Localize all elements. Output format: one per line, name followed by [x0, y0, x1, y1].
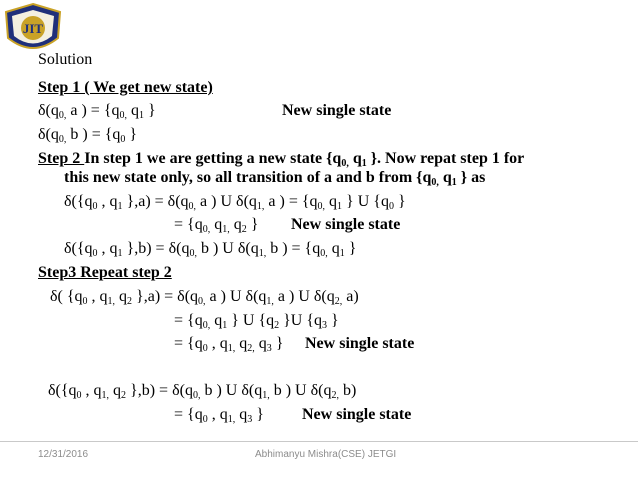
step1-line1: $\delta(q_{0,}$ a ) = {$q_{0,}$ $q_1$ } — [38, 102, 156, 121]
college-emblem-icon — [2, 2, 64, 58]
step3-b-new-state-note: New single state — [302, 406, 412, 423]
slide-title: Solution — [38, 51, 93, 68]
step2-new-state-note: New single state — [291, 216, 401, 233]
footer-date: 12/31/2016 — [38, 449, 89, 460]
step3-heading: Step3 Repeat step 2 — [38, 264, 172, 281]
step3-a-row2: = {$q_{0,}$ $q_1$ } U {$q_2$ }U {$q_3$ } — [174, 312, 339, 331]
step1-line2: $\delta(q_{0,}$ b ) = {$q_0$ } — [38, 126, 138, 145]
step3-a-new-state-note: New single state — [305, 335, 415, 352]
step2-row1: $\delta(\{q_0$ , $q_1$ }$,a) = \delta(q_{0,}$ a ) U $\delta(q_{1,}$ a ) = {$q_{0,}$ $q_1$ } U {$q_0$ } — [64, 193, 406, 212]
step3-a-row3: = {$q_0$ , $q_{1,}$ $q_{2,}$ $q_3$ } — [174, 335, 284, 354]
step3-a-row1: δ( {$q_0$ , $q_{1,}$ $q_2$ }$,a) = \delta(q_{0,}$ a ) U $\delta(q_{1,}$ a ) U $\delta(q_{2,}$ a) — [50, 288, 359, 307]
step1-heading: Step 1 ( We get new state) — [38, 79, 213, 96]
step1-new-state-note: New single state — [282, 102, 392, 119]
step3-b-row2: = {$q_0$ , $q_{1,}$ $q_3$ } — [174, 406, 264, 425]
footer-author: Abhimanyu Mishra(CSE) JETGI — [255, 449, 397, 460]
step2-heading-cont: this new state only, so all transition of a and b from {$q_{0,}$ $q_1$ } as — [64, 169, 486, 188]
emblem-text: JIT — [22, 21, 44, 36]
step2-row3: $\delta(\{q_0$ , $q_1$ }$,b) = \delta(q_{0,}$ b ) U $\delta(q_{1,}$ b ) = {$q_{0,}$ $q_1$ } — [64, 240, 357, 259]
footer-divider — [0, 441, 638, 442]
step2-row2: = {$q_{0,}$ $q_{1,}$ $q_2$ } — [174, 216, 259, 235]
step2-heading: Step 2 In step 1 we are getting a new state {$q_{0,}$ $q_1$ }. Now repat step 1 for — [38, 150, 525, 169]
step3-b-row1: $\delta(\{q_0$ , $q_{1,}$ $q_2$ }$,b) = \delta(q_{0,}$ b ) U $\delta(q_{1,}$ b ) U $\delta(q_{2,}$ b) — [48, 382, 357, 401]
